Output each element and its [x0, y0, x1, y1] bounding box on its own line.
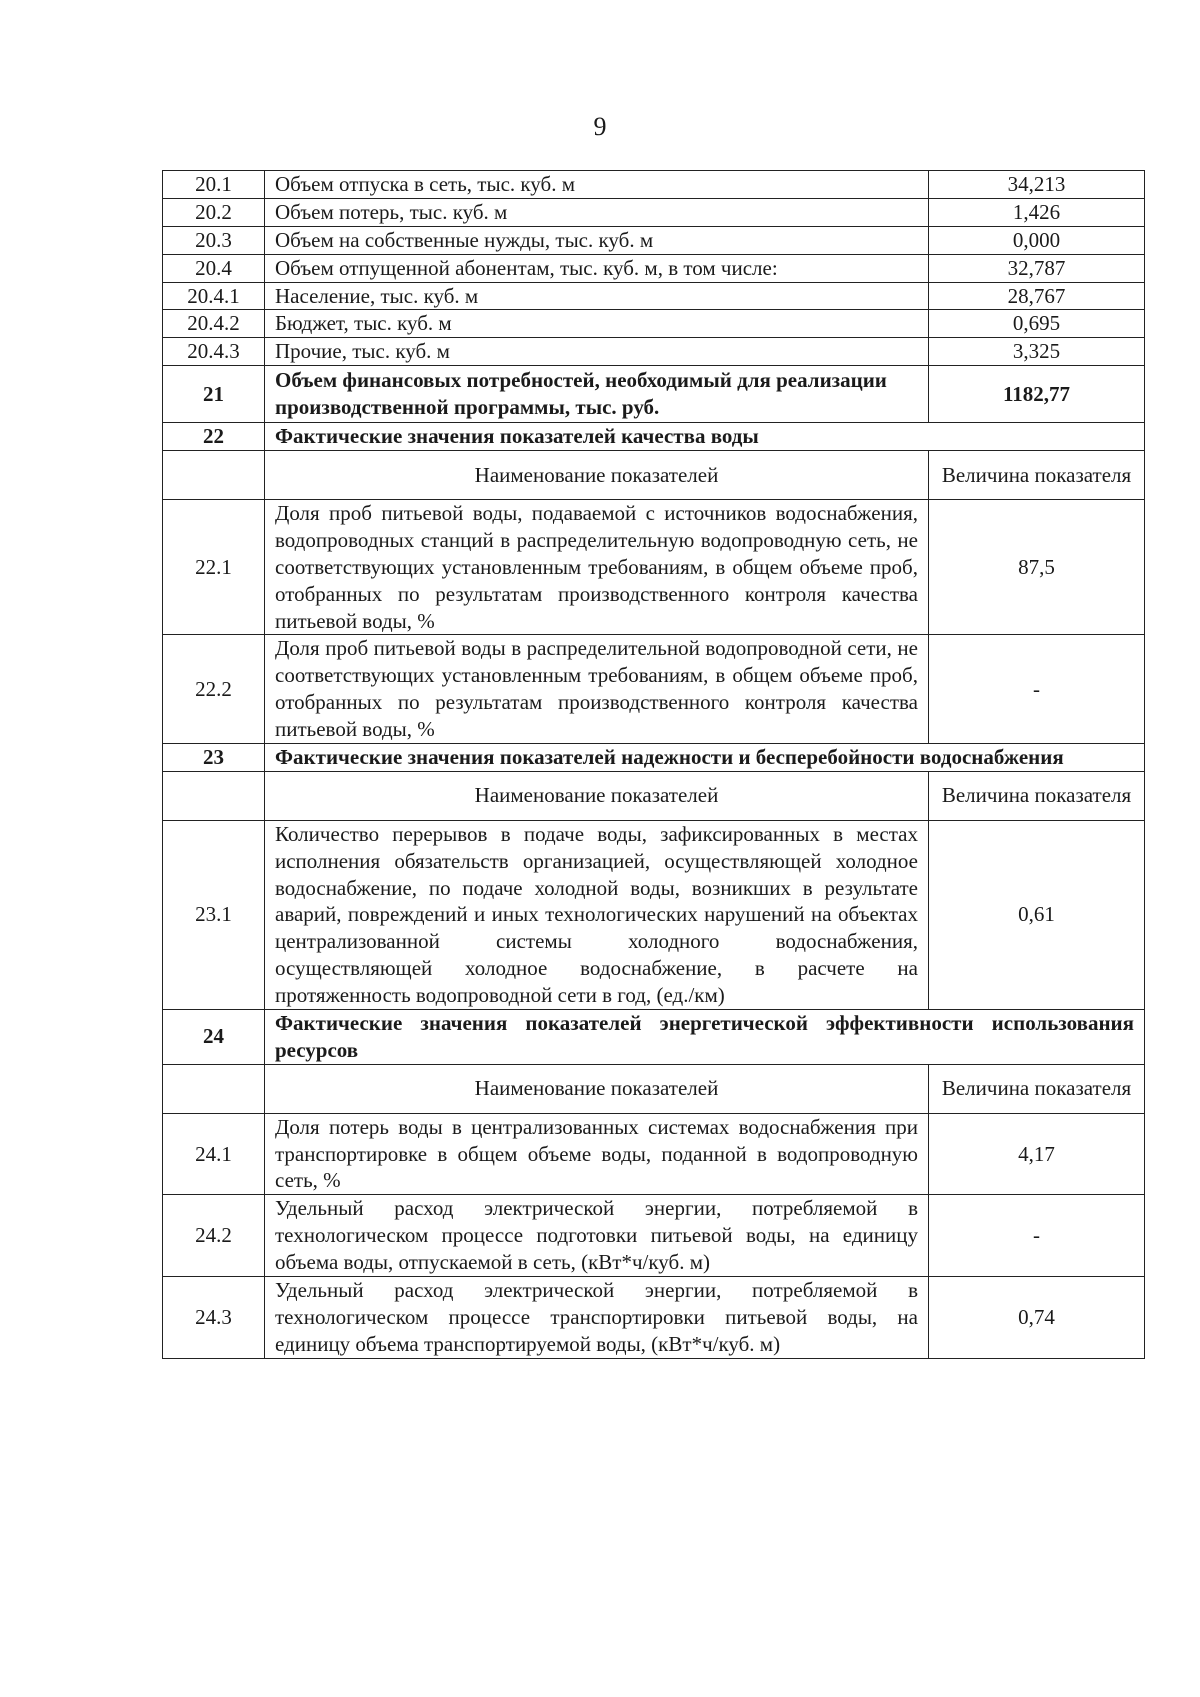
section-row-23: [163, 743, 1145, 771]
table-row: [163, 820, 1145, 1009]
row-name: Удельный расход электрической энергии, потребляемой в технологическом процессе подготовки питьевой воды, на единицу объема воды, отпускаемой в сеть, (кВт*ч/куб. м): [265, 1195, 929, 1277]
row-name: Объем потерь, тыс. куб. м: [265, 198, 929, 226]
row-number: 20.4.3: [163, 338, 265, 366]
row-number: 20.2: [163, 198, 265, 226]
table-row: [163, 198, 1145, 226]
table-row: [163, 226, 1145, 254]
row-value: 87,5: [929, 500, 1145, 635]
column-header-row: [163, 771, 1145, 820]
row-name: Доля потерь воды в централизованных системах водоснабжения при транспортировке в общем объеме воды, поданной в водопроводную сеть, %: [265, 1113, 929, 1195]
section-title: Фактические значения показателей надежности и бесперебойности водоснабжения: [265, 743, 1145, 771]
section-number: 22: [163, 423, 265, 451]
row-name: Население, тыс. куб. м: [265, 282, 929, 310]
row-number: 20.4: [163, 254, 265, 282]
table-row: [163, 310, 1145, 338]
table-row: [163, 171, 1145, 199]
table-row: [163, 1276, 1145, 1358]
empty-cell: [163, 1064, 265, 1113]
row-number: 20.3: [163, 226, 265, 254]
column-header-row: [163, 451, 1145, 500]
section-title: Фактические значения показателей качества воды: [265, 423, 1145, 451]
row-value: -: [929, 635, 1145, 744]
row-name: Удельный расход электрической энергии, потребляемой в технологическом процессе транспортировки питьевой воды, на единицу объема транспортируемой воды, (кВт*ч/куб. м): [265, 1276, 929, 1358]
row-value: 0,000: [929, 226, 1145, 254]
header-value: Величина показателя: [929, 451, 1145, 500]
row-name: Бюджет, тыс. куб. м: [265, 310, 929, 338]
header-name: Наименование показателей: [265, 1064, 929, 1113]
section-row-22: [163, 423, 1145, 451]
section-number: 24: [163, 1009, 265, 1064]
table-row: [163, 282, 1145, 310]
section-number: 23: [163, 743, 265, 771]
row-number: 24.3: [163, 1276, 265, 1358]
table-row: [163, 1113, 1145, 1195]
row-value: 1,426: [929, 198, 1145, 226]
row-number: 20.4.1: [163, 282, 265, 310]
row-name: Количество перерывов в подаче воды, зафиксированных в местах исполнения обязательств организацией, осуществляющей холодное водоснабжение, по подаче холодной воды, возникших в результате аварий, повреждений и иных технологических нарушений на объектах централизованной системы холодного водоснабжения, осуществляющей холодное водоснабжение, в расчете на протяженность водопроводной сети в год, (ед./км): [265, 820, 929, 1009]
row-name: Объем отпущенной абонентам, тыс. куб. м, в том числе:: [265, 254, 929, 282]
table-row: [163, 635, 1145, 744]
row-name: Прочие, тыс. куб. м: [265, 338, 929, 366]
row-number: 22.1: [163, 500, 265, 635]
row-value: 34,213: [929, 171, 1145, 199]
table-row-21: [163, 366, 1145, 423]
row-number: 20.4.2: [163, 310, 265, 338]
section-title: Фактические значения показателей энергетической эффективности использования ресурсов: [265, 1009, 1145, 1064]
row-name: Доля проб питьевой воды в распределительной водопроводной сети, не соответствующих установленным требованиям, в общем объеме проб, отобранных по результатам производственного контроля качества питьевой воды, %: [265, 635, 929, 744]
column-header-row: [163, 1064, 1145, 1113]
row-value: 28,767: [929, 282, 1145, 310]
row-name: Доля проб питьевой воды, подаваемой с источников водоснабжения, водопроводных станций в распределительную водопроводную сеть, не соответствующих установленным требованиям, в общем объеме проб, отобранных по результатам производственного контроля качества питьевой воды, %: [265, 500, 929, 635]
row-number: 23.1: [163, 820, 265, 1009]
row-number: 22.2: [163, 635, 265, 744]
header-value: Величина показателя: [929, 1064, 1145, 1113]
indicators-table: [162, 170, 1145, 1359]
page-number: 9: [593, 112, 607, 141]
table-row: [163, 254, 1145, 282]
row-number: 21: [163, 366, 265, 423]
header-name: Наименование показателей: [265, 771, 929, 820]
row-value: 0,695: [929, 310, 1145, 338]
row-value: 3,325: [929, 338, 1145, 366]
row-name: Объем на собственные нужды, тыс. куб. м: [265, 226, 929, 254]
row-value: 4,17: [929, 1113, 1145, 1195]
empty-cell: [163, 451, 265, 500]
table-row: [163, 1195, 1145, 1277]
table-row: [163, 500, 1145, 635]
row-value: 32,787: [929, 254, 1145, 282]
header-value: Величина показателя: [929, 771, 1145, 820]
row-value: -: [929, 1195, 1145, 1277]
table-row: [163, 338, 1145, 366]
section-row-24: [163, 1009, 1145, 1064]
row-name: Объем финансовых потребностей, необходимый для реализации производственной программы, тыс. руб.: [265, 366, 929, 423]
row-number: 24.1: [163, 1113, 265, 1195]
row-number: 20.1: [163, 171, 265, 199]
row-number: 24.2: [163, 1195, 265, 1277]
row-value: 1182,77: [929, 366, 1145, 423]
row-value: 0,74: [929, 1276, 1145, 1358]
header-name: Наименование показателей: [265, 451, 929, 500]
row-name: Объем отпуска в сеть, тыс. куб. м: [265, 171, 929, 199]
empty-cell: [163, 771, 265, 820]
row-value: 0,61: [929, 820, 1145, 1009]
